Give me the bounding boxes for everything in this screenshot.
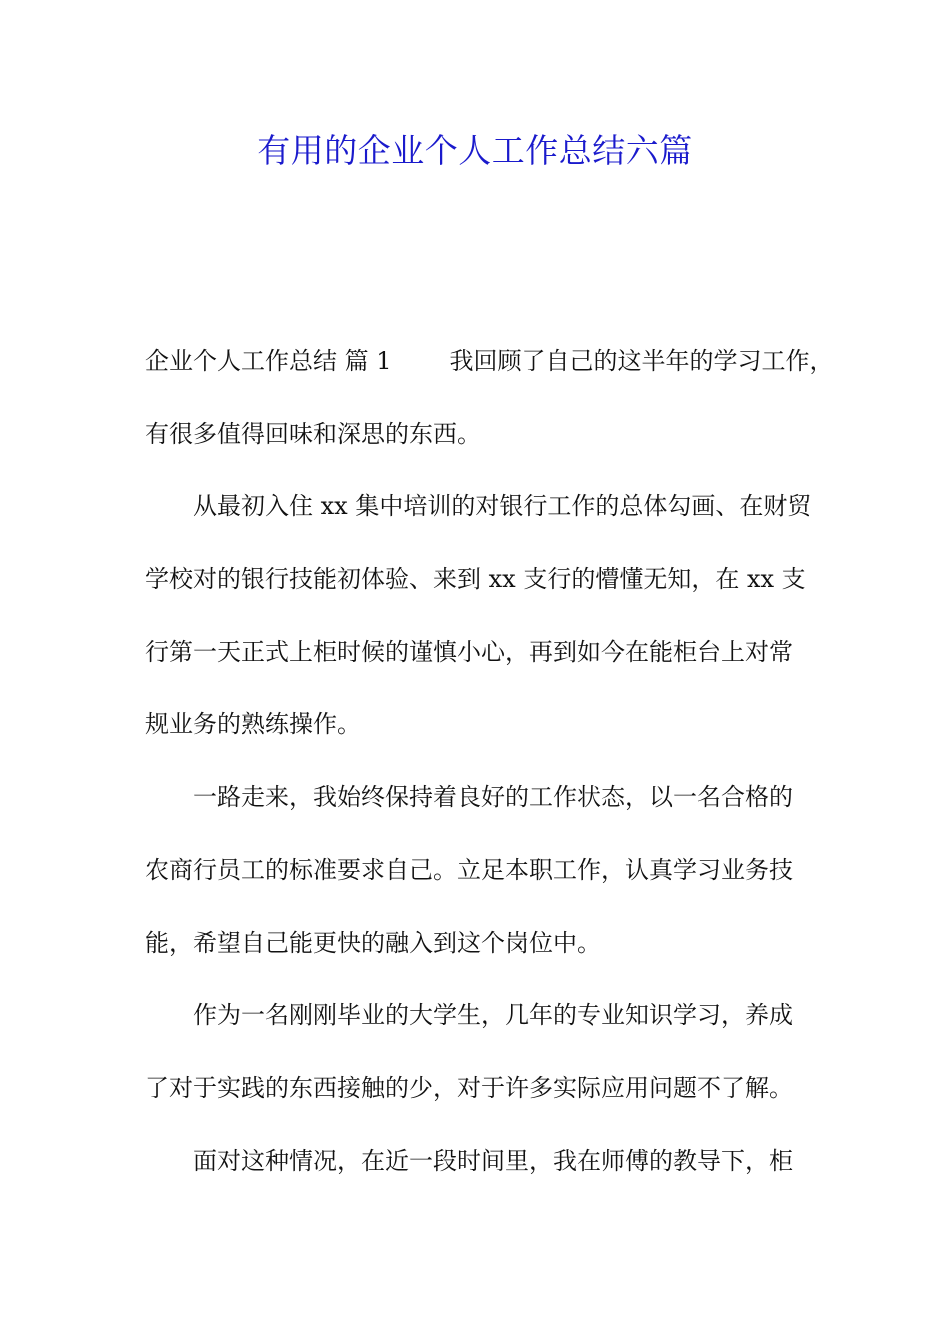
- document-body: [145, 338, 834, 1210]
- paragraph-line: 学校对的银行技能初体验、来到 xx 支行的懵懂无知，在 xx 支: [145, 565, 806, 594]
- document-title: 有用的企业个人工作总结六篇: [257, 131, 693, 170]
- paragraph-line: 行第一天正式上柜时候的谨慎小心，再到如今在能柜台上对常: [145, 637, 793, 666]
- line-text: 我回顾了自己的这半年的学习工作，: [449, 347, 834, 375]
- paragraph-line: 有很多值得回味和深思的东西。: [145, 419, 481, 448]
- paragraph-line: 农商行员工的标准要求自己。立足本职工作，认真学习业务技: [145, 855, 793, 884]
- paragraph-line: 面对这种情况，在近一段时间里，我在师傅的教导下，柜: [193, 1146, 793, 1175]
- paragraph-line: 一路走来，我始终保持着良好的工作状态，以一名合格的: [193, 783, 793, 812]
- paragraph-line: 了对于实践的东西接触的少，对于许多实际应用问题不了解。: [145, 1073, 793, 1102]
- paragraph-line: 能，希望自己能更快的融入到这个岗位中。: [145, 928, 601, 957]
- section-heading: 企业个人工作总结 篇 1: [145, 347, 392, 375]
- paragraph-line: [145, 338, 834, 411]
- paragraph-line: 作为一名刚刚毕业的大学生，几年的专业知识学习，养成: [193, 1001, 793, 1030]
- paragraph-line: 从最初入住 xx 集中培训的对银行工作的总体勾画、在财贸: [193, 492, 812, 521]
- paragraph-line: 规业务的熟练操作。: [145, 710, 361, 739]
